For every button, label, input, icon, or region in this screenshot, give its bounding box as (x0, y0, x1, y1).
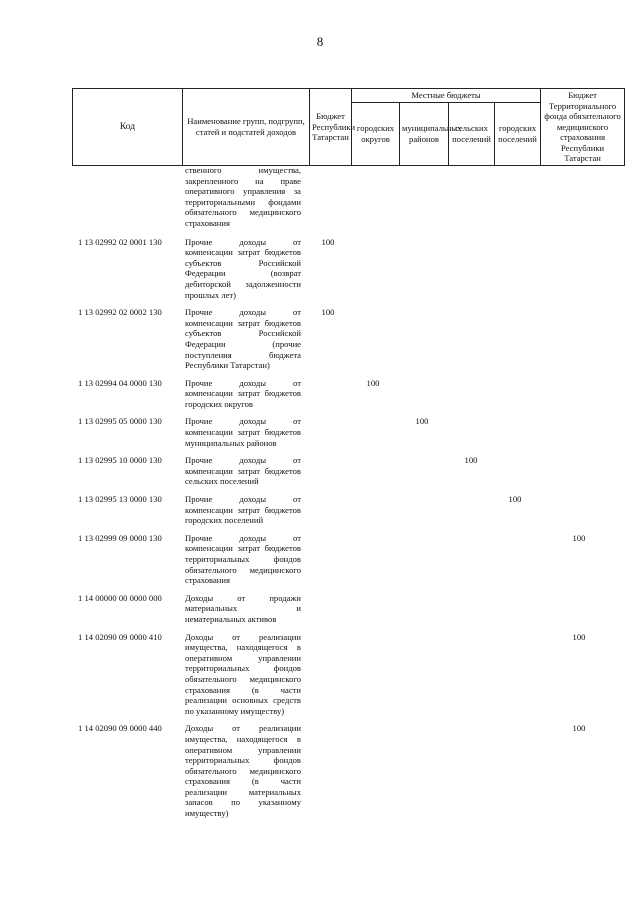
header-republic-budget: Бюджет Республики Татарстан (310, 89, 352, 166)
row-code: 1 13 02999 09 0000 130 (78, 532, 162, 543)
header-municipal-districts: муниципальных районов (400, 103, 449, 165)
table-row (72, 723, 624, 818)
row-name: Доходы от реализации имущества, находящегося в оперативном управлении территориальных фондов обязательного медицинского страхования (в части реализации основных средств по указанному имуществу) (185, 631, 301, 716)
row-value-v1: 100 (321, 236, 335, 247)
table-row (72, 307, 624, 371)
row-name: Прочие доходы от компенсации затрат бюджетов территориальных фондов обязательного медицинского страхования (185, 532, 301, 586)
row-value-v6: 100 (572, 631, 586, 642)
table-row (72, 165, 624, 229)
table-row (72, 593, 624, 625)
row-code: 1 14 02090 09 0000 440 (78, 723, 162, 734)
row-name: ственного имущества, закрепленного на праве оперативного управления за территориальными фондами обязательного медицинского страхования (185, 165, 301, 228)
table-row (72, 416, 624, 448)
header-code: Код (73, 89, 183, 166)
row-name: Прочие доходы от компенсации затрат бюджетов городских округов (185, 377, 301, 409)
row-name: Прочие доходы от компенсации затрат бюджетов субъектов Российской Федерации (прочие поступления бюджета Республики Татарстан) (185, 307, 301, 371)
header-insurance-fund: Бюджет Территориального фонда обязательного медицинского страхования Республики Татарстан (541, 89, 625, 166)
table-row (72, 533, 624, 586)
row-value-v3: 100 (415, 416, 429, 427)
header-urban-settlements: городских поселений (495, 103, 541, 165)
table-row (72, 494, 624, 526)
row-value-v5: 100 (508, 494, 522, 505)
row-code: 1 13 02994 04 0000 130 (78, 377, 162, 388)
row-code: 1 13 02995 10 0000 130 (78, 455, 162, 466)
table-body (72, 165, 624, 826)
row-name: Доходы от продажи материальных и нематериальных активов (185, 592, 301, 624)
row-value-v4: 100 (464, 455, 478, 466)
row-name: Прочие доходы от компенсации затрат бюджетов сельских поселений (185, 455, 301, 487)
row-code: 1 14 02090 09 0000 410 (78, 631, 162, 642)
row-code: 1 14 00000 00 0000 000 (78, 592, 162, 603)
row-value-v1: 100 (321, 307, 335, 318)
row-name: Доходы от реализации имущества, находящегося в оперативном управлении территориальных фондов обязательного медицинского страхования (в части реализации материальных запасов по указанному имуществу) (185, 723, 301, 819)
row-value-v2: 100 (366, 377, 380, 388)
header-local-budgets: Местные бюджеты (352, 89, 541, 103)
row-code: 1 13 02995 13 0000 130 (78, 494, 162, 505)
row-code: 1 13 02995 05 0000 130 (78, 416, 162, 427)
row-name: Прочие доходы от компенсации затрат бюджетов муниципальных районов (185, 416, 301, 448)
row-code (72, 165, 182, 229)
table-row (72, 632, 624, 717)
header-rural-settlements: сельских поселений (449, 103, 495, 165)
row-value-v6: 100 (572, 723, 586, 734)
row-code: 1 13 02992 02 0001 130 (78, 236, 162, 247)
row-value-v6: 100 (572, 532, 586, 543)
row-name: Прочие доходы от компенсации затрат бюджетов субъектов Российской Федерации (возврат дебиторской задолженности прошлых лет) (185, 236, 301, 300)
table-row (72, 237, 624, 301)
header-name: Наименование групп, подгрупп, статей и подстатей доходов (183, 89, 310, 166)
header-urban-districts: городских округов (352, 103, 400, 165)
page-number: 8 (316, 34, 324, 49)
row-code: 1 13 02992 02 0002 130 (78, 307, 162, 318)
table-row (72, 455, 624, 487)
row-name: Прочие доходы от компенсации затрат бюджетов городских поселений (185, 494, 301, 526)
table-row (72, 378, 624, 410)
table-header (72, 88, 625, 166)
